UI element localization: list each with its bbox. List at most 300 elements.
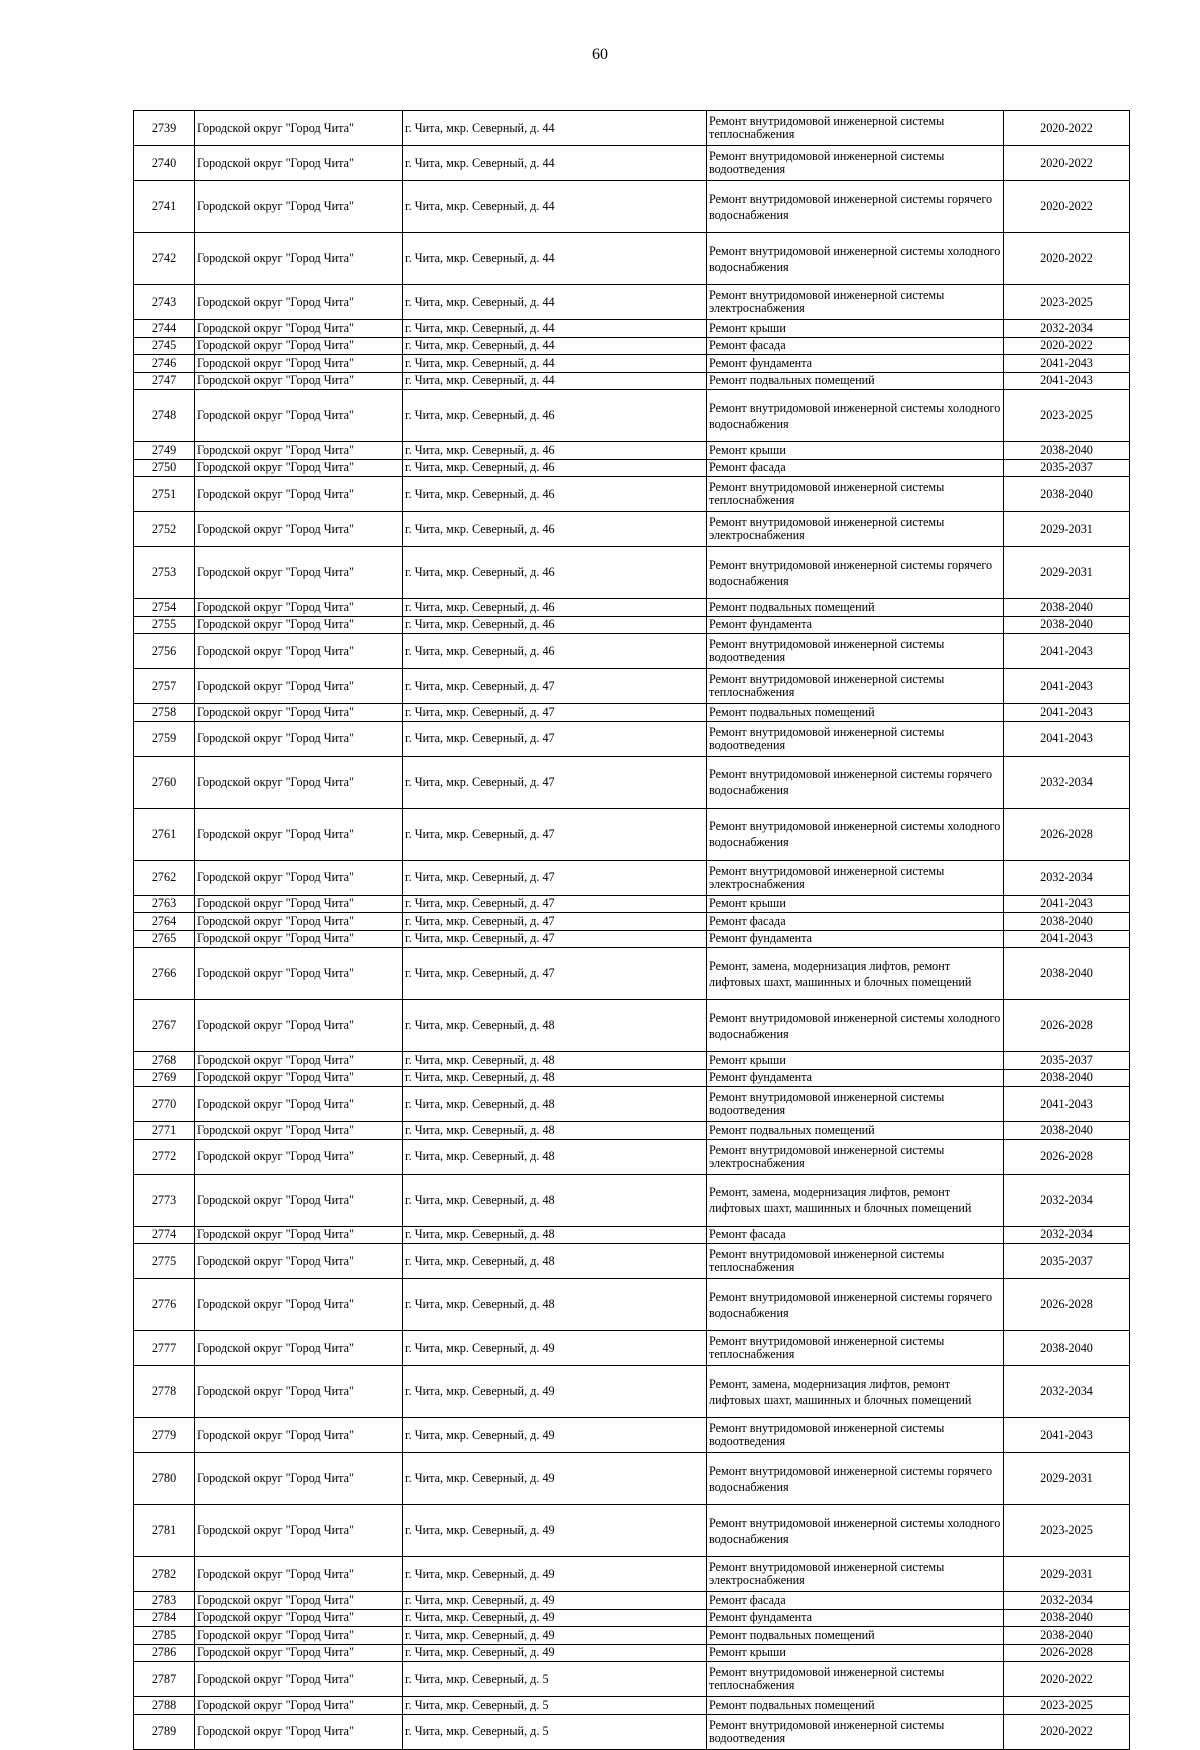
row-number: 2741 — [134, 181, 195, 233]
municipality-cell: Городской округ "Город Чита" — [195, 547, 403, 599]
table-row — [134, 669, 1130, 704]
address-cell: г. Чита, мкр. Северный, д. 46 — [403, 512, 707, 547]
work-type-cell: Ремонт внутридомовой инженерной системы электроснабжения — [707, 1557, 1004, 1592]
row-number: 2780 — [134, 1453, 195, 1505]
municipality-cell: Городской округ "Город Чита" — [195, 146, 403, 181]
municipality-cell: Городской округ "Город Чита" — [195, 111, 403, 146]
work-type-cell: Ремонт подвальных помещений — [707, 704, 1004, 722]
work-type-cell: Ремонт внутридомовой инженерной системы горячего водоснабжения — [707, 1453, 1004, 1505]
period-cell: 2032-2034 — [1004, 1366, 1130, 1418]
work-type-cell: Ремонт фасада — [707, 459, 1004, 477]
work-type-cell: Ремонт фасада — [707, 337, 1004, 355]
address-cell: г. Чита, мкр. Северный, д. 46 — [403, 599, 707, 617]
period-cell: 2020-2022 — [1004, 1714, 1130, 1749]
address-cell: г. Чита, мкр. Северный, д. 47 — [403, 704, 707, 722]
row-number: 2781 — [134, 1505, 195, 1557]
period-cell: 2020-2022 — [1004, 111, 1130, 146]
municipality-cell: Городской округ "Город Чита" — [195, 1505, 403, 1557]
period-cell: 2020-2022 — [1004, 337, 1130, 355]
municipality-cell: Городской округ "Город Чита" — [195, 895, 403, 913]
address-cell: г. Чита, мкр. Северный, д. 48 — [403, 1139, 707, 1174]
period-cell: 2026-2028 — [1004, 1279, 1130, 1331]
table-row — [134, 512, 1130, 547]
table-row — [134, 1609, 1130, 1627]
period-cell: 2038-2040 — [1004, 599, 1130, 617]
row-number: 2788 — [134, 1697, 195, 1715]
table-row — [134, 1453, 1130, 1505]
period-cell: 2041-2043 — [1004, 930, 1130, 948]
period-cell: 2038-2040 — [1004, 913, 1130, 931]
table-row — [134, 390, 1130, 442]
table-row — [134, 320, 1130, 338]
work-type-cell: Ремонт внутридомовой инженерной системы теплоснабжения — [707, 1244, 1004, 1279]
row-number: 2752 — [134, 512, 195, 547]
municipality-cell: Городской округ "Город Чита" — [195, 1000, 403, 1052]
table-row — [134, 337, 1130, 355]
period-cell: 2041-2043 — [1004, 372, 1130, 390]
municipality-cell: Городской округ "Город Чита" — [195, 1122, 403, 1140]
table-row — [134, 756, 1130, 808]
row-number: 2743 — [134, 285, 195, 320]
period-cell: 2038-2040 — [1004, 1609, 1130, 1627]
work-type-cell: Ремонт подвальных помещений — [707, 372, 1004, 390]
address-cell: г. Чита, мкр. Северный, д. 49 — [403, 1644, 707, 1662]
period-cell: 2035-2037 — [1004, 1052, 1130, 1070]
municipality-cell: Городской округ "Город Чита" — [195, 930, 403, 948]
table-row — [134, 1226, 1130, 1244]
row-number: 2761 — [134, 808, 195, 860]
table-row — [134, 1244, 1130, 1279]
work-type-cell: Ремонт внутридомовой инженерной системы водоотведения — [707, 1087, 1004, 1122]
table-row — [134, 1000, 1130, 1052]
municipality-cell: Городской округ "Город Чита" — [195, 477, 403, 512]
address-cell: г. Чита, мкр. Северный, д. 46 — [403, 547, 707, 599]
period-cell: 2038-2040 — [1004, 442, 1130, 460]
municipality-cell: Городской округ "Город Чита" — [195, 1418, 403, 1453]
work-type-cell: Ремонт внутридомовой инженерной системы горячего водоснабжения — [707, 547, 1004, 599]
period-cell: 2038-2040 — [1004, 1331, 1130, 1366]
work-type-cell: Ремонт внутридомовой инженерной системы горячего водоснабжения — [707, 756, 1004, 808]
municipality-cell: Городской округ "Город Чита" — [195, 1244, 403, 1279]
period-cell: 2023-2025 — [1004, 285, 1130, 320]
row-number: 2766 — [134, 948, 195, 1000]
period-cell: 2029-2031 — [1004, 1453, 1130, 1505]
municipality-cell: Городской округ "Город Чита" — [195, 285, 403, 320]
address-cell: г. Чита, мкр. Северный, д. 44 — [403, 146, 707, 181]
municipality-cell: Городской округ "Город Чита" — [195, 1087, 403, 1122]
address-cell: г. Чита, мкр. Северный, д. 47 — [403, 930, 707, 948]
municipality-cell: Городской округ "Город Чита" — [195, 355, 403, 373]
municipality-cell: Городской округ "Город Чита" — [195, 372, 403, 390]
address-cell: г. Чита, мкр. Северный, д. 48 — [403, 1069, 707, 1087]
work-type-cell: Ремонт подвальных помещений — [707, 599, 1004, 617]
table-row — [134, 1087, 1130, 1122]
municipality-cell: Городской округ "Город Чита" — [195, 1714, 403, 1749]
address-cell: г. Чита, мкр. Северный, д. 47 — [403, 808, 707, 860]
period-cell: 2041-2043 — [1004, 721, 1130, 756]
table-row — [134, 1122, 1130, 1140]
work-type-cell: Ремонт, замена, модернизация лифтов, ремонт лифтовых шахт, машинных и блочных помещений — [707, 1174, 1004, 1226]
address-cell: г. Чита, мкр. Северный, д. 48 — [403, 1244, 707, 1279]
row-number: 2746 — [134, 355, 195, 373]
address-cell: г. Чита, мкр. Северный, д. 46 — [403, 616, 707, 634]
work-type-cell: Ремонт внутридомовой инженерной системы электроснабжения — [707, 285, 1004, 320]
table-row — [134, 1505, 1130, 1557]
table-row — [134, 1279, 1130, 1331]
work-type-cell: Ремонт крыши — [707, 1052, 1004, 1070]
row-number: 2739 — [134, 111, 195, 146]
work-type-cell: Ремонт фундамента — [707, 1609, 1004, 1627]
municipality-cell: Городской округ "Город Чита" — [195, 320, 403, 338]
work-type-cell: Ремонт подвальных помещений — [707, 1122, 1004, 1140]
row-number: 2785 — [134, 1627, 195, 1645]
row-number: 2772 — [134, 1139, 195, 1174]
row-number: 2777 — [134, 1331, 195, 1366]
municipality-cell: Городской округ "Город Чита" — [195, 1609, 403, 1627]
work-type-cell: Ремонт крыши — [707, 895, 1004, 913]
municipality-cell: Городской округ "Город Чита" — [195, 1644, 403, 1662]
period-cell: 2020-2022 — [1004, 146, 1130, 181]
municipality-cell: Городской округ "Город Чита" — [195, 1662, 403, 1697]
work-type-cell: Ремонт внутридомовой инженерной системы водоотведения — [707, 1714, 1004, 1749]
row-number: 2756 — [134, 634, 195, 669]
work-type-cell: Ремонт фундамента — [707, 930, 1004, 948]
table-row — [134, 1697, 1130, 1715]
municipality-cell: Городской округ "Город Чита" — [195, 390, 403, 442]
work-type-cell: Ремонт крыши — [707, 442, 1004, 460]
table-row — [134, 442, 1130, 460]
row-number: 2758 — [134, 704, 195, 722]
period-cell: 2026-2028 — [1004, 1000, 1130, 1052]
table-row — [134, 1139, 1130, 1174]
municipality-cell: Городской округ "Город Чита" — [195, 1226, 403, 1244]
row-number: 2770 — [134, 1087, 195, 1122]
table-row — [134, 634, 1130, 669]
address-cell: г. Чита, мкр. Северный, д. 46 — [403, 477, 707, 512]
work-type-cell: Ремонт фундамента — [707, 355, 1004, 373]
period-cell: 2023-2025 — [1004, 1697, 1130, 1715]
address-cell: г. Чита, мкр. Северный, д. 47 — [403, 756, 707, 808]
period-cell: 2038-2040 — [1004, 948, 1130, 1000]
municipality-cell: Городской округ "Город Чита" — [195, 1366, 403, 1418]
address-cell: г. Чита, мкр. Северный, д. 49 — [403, 1505, 707, 1557]
work-type-cell: Ремонт внутридомовой инженерной системы холодного водоснабжения — [707, 1000, 1004, 1052]
table-body — [134, 111, 1130, 1750]
table-row — [134, 1644, 1130, 1662]
table-row — [134, 181, 1130, 233]
row-number: 2782 — [134, 1557, 195, 1592]
table-row — [134, 721, 1130, 756]
table-row — [134, 1331, 1130, 1366]
row-number: 2786 — [134, 1644, 195, 1662]
municipality-cell: Городской округ "Город Чита" — [195, 599, 403, 617]
row-number: 2784 — [134, 1609, 195, 1627]
period-cell: 2020-2022 — [1004, 233, 1130, 285]
period-cell: 2041-2043 — [1004, 704, 1130, 722]
address-cell: г. Чита, мкр. Северный, д. 48 — [403, 1122, 707, 1140]
work-type-cell: Ремонт крыши — [707, 1644, 1004, 1662]
row-number: 2783 — [134, 1592, 195, 1610]
work-type-cell: Ремонт крыши — [707, 320, 1004, 338]
period-cell: 2038-2040 — [1004, 616, 1130, 634]
period-cell: 2032-2034 — [1004, 1174, 1130, 1226]
municipality-cell: Городской округ "Город Чита" — [195, 1174, 403, 1226]
table-row — [134, 1627, 1130, 1645]
row-number: 2754 — [134, 599, 195, 617]
period-cell: 2038-2040 — [1004, 1627, 1130, 1645]
work-type-cell: Ремонт внутридомовой инженерной системы электроснабжения — [707, 512, 1004, 547]
row-number: 2774 — [134, 1226, 195, 1244]
work-type-cell: Ремонт внутридомовой инженерной системы горячего водоснабжения — [707, 181, 1004, 233]
table-row — [134, 808, 1130, 860]
address-cell: г. Чита, мкр. Северный, д. 5 — [403, 1714, 707, 1749]
municipality-cell: Городской округ "Город Чита" — [195, 1279, 403, 1331]
table-row — [134, 1366, 1130, 1418]
address-cell: г. Чита, мкр. Северный, д. 47 — [403, 721, 707, 756]
period-cell: 2041-2043 — [1004, 1087, 1130, 1122]
table-row — [134, 146, 1130, 181]
work-type-cell: Ремонт фасада — [707, 913, 1004, 931]
period-cell: 2038-2040 — [1004, 1122, 1130, 1140]
period-cell: 2029-2031 — [1004, 1557, 1130, 1592]
row-number: 2749 — [134, 442, 195, 460]
address-cell: г. Чита, мкр. Северный, д. 47 — [403, 895, 707, 913]
period-cell: 2032-2034 — [1004, 1592, 1130, 1610]
address-cell: г. Чита, мкр. Северный, д. 44 — [403, 320, 707, 338]
address-cell: г. Чита, мкр. Северный, д. 46 — [403, 634, 707, 669]
row-number: 2789 — [134, 1714, 195, 1749]
period-cell: 2035-2037 — [1004, 459, 1130, 477]
table-row — [134, 372, 1130, 390]
row-number: 2745 — [134, 337, 195, 355]
row-number: 2769 — [134, 1069, 195, 1087]
row-number: 2747 — [134, 372, 195, 390]
work-type-cell: Ремонт внутридомовой инженерной системы холодного водоснабжения — [707, 233, 1004, 285]
period-cell: 2029-2031 — [1004, 547, 1130, 599]
municipality-cell: Городской округ "Город Чита" — [195, 1139, 403, 1174]
municipality-cell: Городской округ "Город Чита" — [195, 512, 403, 547]
address-cell: г. Чита, мкр. Северный, д. 5 — [403, 1697, 707, 1715]
work-type-cell: Ремонт, замена, модернизация лифтов, ремонт лифтовых шахт, машинных и блочных помещений — [707, 1366, 1004, 1418]
row-number: 2787 — [134, 1662, 195, 1697]
work-type-cell: Ремонт внутридомовой инженерной системы водоотведения — [707, 1418, 1004, 1453]
municipality-cell: Городской округ "Город Чита" — [195, 913, 403, 931]
address-cell: г. Чита, мкр. Северный, д. 44 — [403, 337, 707, 355]
table-row — [134, 1662, 1130, 1697]
municipality-cell: Городской округ "Город Чита" — [195, 669, 403, 704]
period-cell: 2038-2040 — [1004, 1069, 1130, 1087]
table-row — [134, 1557, 1130, 1592]
address-cell: г. Чита, мкр. Северный, д. 48 — [403, 1000, 707, 1052]
row-number: 2753 — [134, 547, 195, 599]
row-number: 2742 — [134, 233, 195, 285]
municipality-cell: Городской округ "Город Чита" — [195, 337, 403, 355]
work-type-cell: Ремонт внутридомовой инженерной системы холодного водоснабжения — [707, 1505, 1004, 1557]
table-row — [134, 930, 1130, 948]
period-cell: 2023-2025 — [1004, 1505, 1130, 1557]
address-cell: г. Чита, мкр. Северный, д. 44 — [403, 372, 707, 390]
work-type-cell: Ремонт фундамента — [707, 616, 1004, 634]
row-number: 2755 — [134, 616, 195, 634]
table-row — [134, 1174, 1130, 1226]
period-cell: 2032-2034 — [1004, 1226, 1130, 1244]
period-cell: 2023-2025 — [1004, 390, 1130, 442]
row-number: 2762 — [134, 860, 195, 895]
address-cell: г. Чита, мкр. Северный, д. 48 — [403, 1052, 707, 1070]
table-row — [134, 1714, 1130, 1749]
table-row — [134, 111, 1130, 146]
table-row — [134, 547, 1130, 599]
municipality-cell: Городской округ "Город Чита" — [195, 181, 403, 233]
municipality-cell: Городской округ "Город Чита" — [195, 442, 403, 460]
work-type-cell: Ремонт фасада — [707, 1226, 1004, 1244]
address-cell: г. Чита, мкр. Северный, д. 49 — [403, 1366, 707, 1418]
address-cell: г. Чита, мкр. Северный, д. 46 — [403, 442, 707, 460]
municipality-cell: Городской округ "Город Чита" — [195, 233, 403, 285]
work-type-cell: Ремонт внутридомовой инженерной системы теплоснабжения — [707, 1662, 1004, 1697]
row-number: 2765 — [134, 930, 195, 948]
row-number: 2778 — [134, 1366, 195, 1418]
row-number: 2751 — [134, 477, 195, 512]
table-row — [134, 860, 1130, 895]
row-number: 2759 — [134, 721, 195, 756]
work-type-cell: Ремонт внутридомовой инженерной системы холодного водоснабжения — [707, 390, 1004, 442]
address-cell: г. Чита, мкр. Северный, д. 47 — [403, 913, 707, 931]
address-cell: г. Чита, мкр. Северный, д. 46 — [403, 459, 707, 477]
work-type-cell: Ремонт, замена, модернизация лифтов, ремонт лифтовых шахт, машинных и блочных помещений — [707, 948, 1004, 1000]
row-number: 2771 — [134, 1122, 195, 1140]
municipality-cell: Городской округ "Город Чита" — [195, 1627, 403, 1645]
work-type-cell: Ремонт подвальных помещений — [707, 1697, 1004, 1715]
period-cell: 2020-2022 — [1004, 1662, 1130, 1697]
address-cell: г. Чита, мкр. Северный, д. 47 — [403, 948, 707, 1000]
address-cell: г. Чита, мкр. Северный, д. 47 — [403, 669, 707, 704]
work-type-cell: Ремонт внутридомовой инженерной системы горячего водоснабжения — [707, 1279, 1004, 1331]
table-row — [134, 913, 1130, 931]
address-cell: г. Чита, мкр. Северный, д. 49 — [403, 1331, 707, 1366]
address-cell: г. Чита, мкр. Северный, д. 44 — [403, 285, 707, 320]
row-number: 2760 — [134, 756, 195, 808]
work-type-cell: Ремонт внутридомовой инженерной системы холодного водоснабжения — [707, 808, 1004, 860]
work-type-cell: Ремонт внутридомовой инженерной системы теплоснабжения — [707, 669, 1004, 704]
table-row — [134, 704, 1130, 722]
row-number: 2779 — [134, 1418, 195, 1453]
address-cell: г. Чита, мкр. Северный, д. 49 — [403, 1557, 707, 1592]
period-cell: 2026-2028 — [1004, 808, 1130, 860]
table-row — [134, 233, 1130, 285]
address-cell: г. Чита, мкр. Северный, д. 44 — [403, 181, 707, 233]
period-cell: 2041-2043 — [1004, 669, 1130, 704]
address-cell: г. Чита, мкр. Северный, д. 48 — [403, 1174, 707, 1226]
address-cell: г. Чита, мкр. Северный, д. 49 — [403, 1609, 707, 1627]
address-cell: г. Чита, мкр. Северный, д. 5 — [403, 1662, 707, 1697]
period-cell: 2032-2034 — [1004, 860, 1130, 895]
table-row — [134, 1418, 1130, 1453]
row-number: 2750 — [134, 459, 195, 477]
row-number: 2768 — [134, 1052, 195, 1070]
work-type-cell: Ремонт внутридомовой инженерной системы водоотведения — [707, 146, 1004, 181]
municipality-cell: Городской округ "Город Чита" — [195, 721, 403, 756]
row-number: 2740 — [134, 146, 195, 181]
period-cell: 2041-2043 — [1004, 1418, 1130, 1453]
row-number: 2757 — [134, 669, 195, 704]
table-row — [134, 948, 1130, 1000]
period-cell: 2026-2028 — [1004, 1644, 1130, 1662]
municipality-cell: Городской округ "Город Чита" — [195, 616, 403, 634]
page-number: 60 — [592, 46, 608, 63]
period-cell: 2041-2043 — [1004, 355, 1130, 373]
repair-schedule-table — [133, 110, 1130, 1750]
municipality-cell: Городской округ "Город Чита" — [195, 634, 403, 669]
row-number: 2767 — [134, 1000, 195, 1052]
work-type-cell: Ремонт подвальных помещений — [707, 1627, 1004, 1645]
period-cell: 2032-2034 — [1004, 320, 1130, 338]
municipality-cell: Городской округ "Город Чита" — [195, 1069, 403, 1087]
address-cell: г. Чита, мкр. Северный, д. 44 — [403, 111, 707, 146]
municipality-cell: Городской округ "Город Чита" — [195, 1453, 403, 1505]
table-row — [134, 1052, 1130, 1070]
row-number: 2764 — [134, 913, 195, 931]
period-cell: 2038-2040 — [1004, 477, 1130, 512]
municipality-cell: Городской округ "Город Чита" — [195, 948, 403, 1000]
table-row — [134, 1592, 1130, 1610]
address-cell: г. Чита, мкр. Северный, д. 49 — [403, 1592, 707, 1610]
address-cell: г. Чита, мкр. Северный, д. 48 — [403, 1226, 707, 1244]
municipality-cell: Городской округ "Город Чита" — [195, 756, 403, 808]
municipality-cell: Городской округ "Город Чита" — [195, 1557, 403, 1592]
table-row — [134, 459, 1130, 477]
period-cell: 2041-2043 — [1004, 895, 1130, 913]
table-row — [134, 1069, 1130, 1087]
row-number: 2776 — [134, 1279, 195, 1331]
table-row — [134, 477, 1130, 512]
work-type-cell: Ремонт внутридомовой инженерной системы водоотведения — [707, 634, 1004, 669]
table-row — [134, 616, 1130, 634]
address-cell: г. Чита, мкр. Северный, д. 47 — [403, 860, 707, 895]
work-type-cell: Ремонт внутридомовой инженерной системы теплоснабжения — [707, 1331, 1004, 1366]
address-cell: г. Чита, мкр. Северный, д. 46 — [403, 390, 707, 442]
municipality-cell: Городской округ "Город Чита" — [195, 1697, 403, 1715]
table-row — [134, 285, 1130, 320]
row-number: 2773 — [134, 1174, 195, 1226]
address-cell: г. Чита, мкр. Северный, д. 49 — [403, 1453, 707, 1505]
period-cell: 2041-2043 — [1004, 634, 1130, 669]
row-number: 2775 — [134, 1244, 195, 1279]
period-cell: 2032-2034 — [1004, 756, 1130, 808]
address-cell: г. Чита, мкр. Северный, д. 48 — [403, 1087, 707, 1122]
work-type-cell: Ремонт внутридомовой инженерной системы водоотведения — [707, 721, 1004, 756]
municipality-cell: Городской округ "Город Чита" — [195, 459, 403, 477]
municipality-cell: Городской округ "Город Чита" — [195, 704, 403, 722]
table-row — [134, 895, 1130, 913]
period-cell: 2035-2037 — [1004, 1244, 1130, 1279]
work-type-cell: Ремонт фундамента — [707, 1069, 1004, 1087]
address-cell: г. Чита, мкр. Северный, д. 44 — [403, 233, 707, 285]
address-cell: г. Чита, мкр. Северный, д. 44 — [403, 355, 707, 373]
period-cell: 2020-2022 — [1004, 181, 1130, 233]
municipality-cell: Городской округ "Город Чита" — [195, 1331, 403, 1366]
address-cell: г. Чита, мкр. Северный, д. 49 — [403, 1627, 707, 1645]
work-type-cell: Ремонт внутридомовой инженерной системы электроснабжения — [707, 1139, 1004, 1174]
work-type-cell: Ремонт фасада — [707, 1592, 1004, 1610]
period-cell: 2026-2028 — [1004, 1139, 1130, 1174]
municipality-cell: Городской округ "Город Чита" — [195, 1052, 403, 1070]
work-type-cell: Ремонт внутридомовой инженерной системы электроснабжения — [707, 860, 1004, 895]
table-row — [134, 355, 1130, 373]
address-cell: г. Чита, мкр. Северный, д. 48 — [403, 1279, 707, 1331]
row-number: 2748 — [134, 390, 195, 442]
municipality-cell: Городской округ "Город Чита" — [195, 860, 403, 895]
